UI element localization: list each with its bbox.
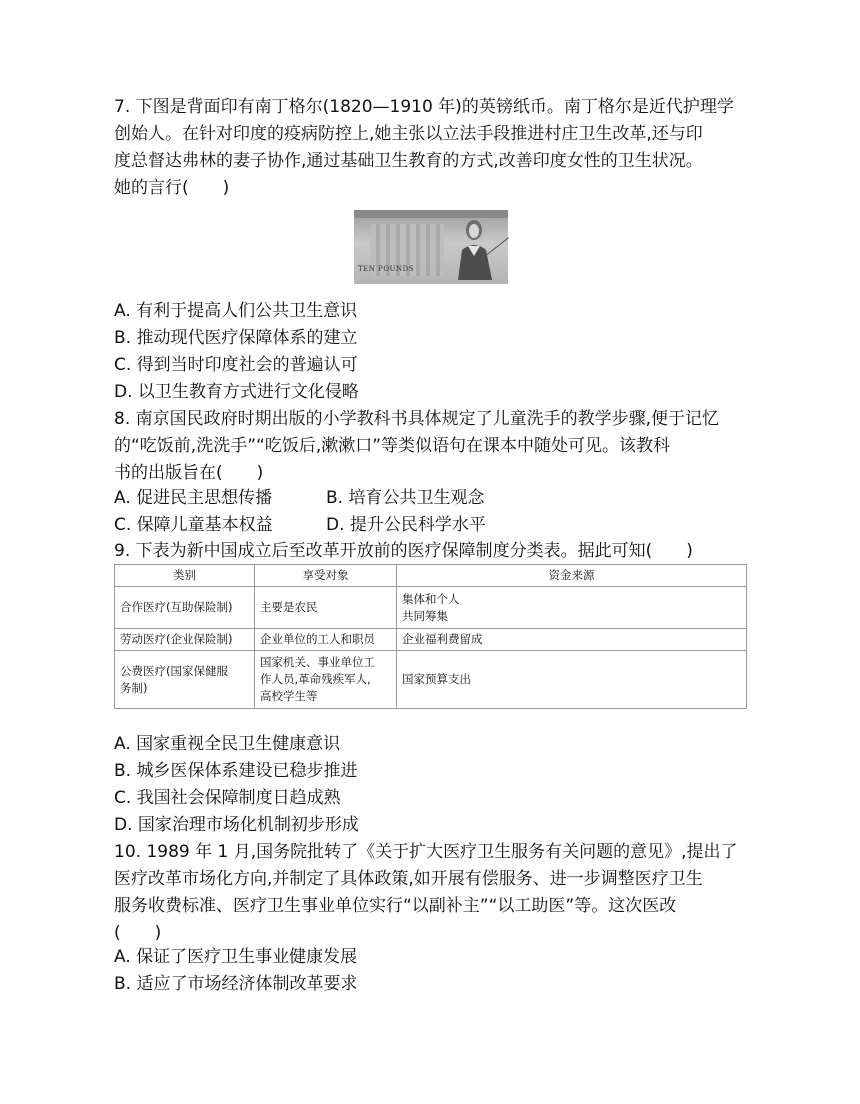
table-cell-category [115,651,255,709]
table-row [115,587,747,629]
q8-stem-line-2: 的“吃饭前,洗洗手”“吃饭后,漱漱口”等类似语句在课本中随处可见。该教科 [114,436,671,456]
q10-stem-line-1: 10. 1989 年 1 月,国务院批转了《关于扩大医疗卫生服务有关问题的意见》,提出了 [114,842,738,862]
nightingale-portrait [452,216,496,280]
q10-stem-line-4: ( ) [114,923,162,943]
funding-line: 共同筹集 [402,608,448,623]
table-cell-category: 劳动医疗(企业保险制) [115,629,255,651]
q7-stem-line-1: 7. 下图是背面印有南丁格尔(1820—1910 年)的英镑纸币。南丁格尔是近代护理学 [114,97,734,117]
funding-line: 集体和个人 [402,591,460,606]
target-line: 作人员,革命残疾军人, [260,672,371,686]
table-cell-funding: 企业福利费留成 [397,629,747,651]
q8-stem-line-3: 书的出版旨在( ) [114,463,264,483]
q7-stem-line-2: 创始人。在针对印度的疫病防控上,她主张以立法手段推进村庄卫生改革,还与印 [114,124,703,144]
q9-option-c: C. 我国社会保障制度日趋成熟 [114,788,341,808]
table-header: 资金来源 [397,565,747,587]
category-line: 公费医疗(国家保健服 [120,663,228,678]
q7-option-d: D. 以卫生教育方式进行文化侵略 [114,382,359,402]
table-cell-category: 合作医疗(互助保险制) [115,587,255,629]
q7-option-c: C. 得到当时印度社会的普遍认可 [114,355,358,375]
table-cell-funding [397,587,747,629]
q8-option-a: A. 促进民主思想传播 [114,488,273,508]
q7-stem-line-4: 她的言行( ) [114,178,230,198]
q10-stem-line-2: 医疗改革市场化方向,并制定了具体政策,如开展有偿服务、进一步调整医疗卫生 [114,869,703,889]
table-header-row [115,565,747,587]
q7-option-a: A. 有利于提高人们公共卫生意识 [114,301,358,321]
banknote-image [354,210,508,284]
q10-option-a: A. 保证了医疗卫生事业健康发展 [114,947,358,967]
table-header: 类别 [115,565,255,587]
table-cell-target: 企业单位的工人和职员 [255,629,397,651]
q10-option-b: B. 适应了市场经济体制改革要求 [114,974,358,994]
q9-option-a: A. 国家重视全民卫生健康意识 [114,734,341,754]
medical-insurance-table [114,564,747,709]
table-row [115,629,747,651]
q8-stem-line-1: 8. 南京国民政府时期出版的小学教科书具体规定了儿童洗手的教学步骤,便于记忆 [114,409,720,429]
q8-option-d: D. 提升公民科学水平 [326,515,486,535]
q9-stem: 9. 下表为新中国成立后至改革开放前的医疗保障制度分类表。据此可知( ) [114,541,693,561]
q7-stem-line-3: 度总督达弗林的妻子协作,通过基础卫生教育的方式,改善印度女性的卫生状况。 [114,151,703,171]
target-line: 国家机关、事业单位工 [260,655,375,669]
q8-option-c: C. 保障儿童基本权益 [114,515,273,535]
q7-option-b: B. 推动现代医疗保障体系的建立 [114,328,358,348]
banknote-denomination: TEN POUNDS [358,265,415,273]
table-cell-target [255,651,397,709]
q9-option-b: B. 城乡医保体系建设已稳步推进 [114,761,358,781]
table-header: 享受对象 [255,565,397,587]
q9-option-d: D. 国家治理市场化机制初步形成 [114,815,359,835]
category-line: 务制) [120,680,148,695]
q10-stem-line-3: 服务收费标准、医疗卫生事业单位实行“以副补主”“以工助医”等。这次医改 [114,896,677,916]
q8-option-b: B. 培育公共卫生观念 [326,488,485,508]
table-row [115,651,747,709]
table-cell-target: 主要是农民 [255,587,397,629]
target-line: 高校学生等 [260,689,318,703]
table-cell-funding: 国家预算支出 [397,651,747,709]
